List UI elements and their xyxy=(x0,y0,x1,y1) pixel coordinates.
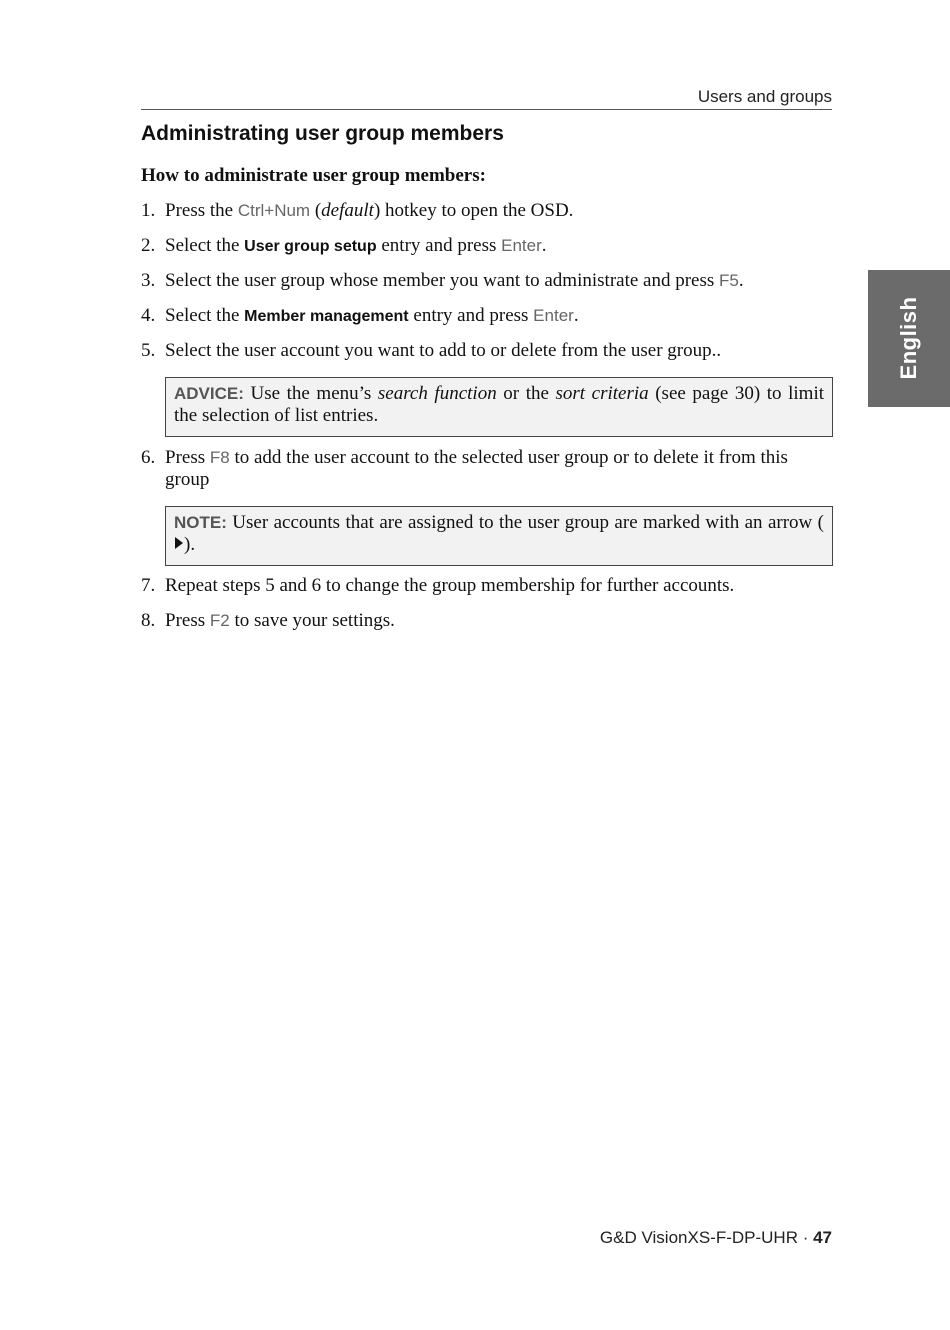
header-rule xyxy=(141,109,832,110)
step-text: Press the Ctrl+Num (default) hotkey to open the OSD. xyxy=(165,200,574,221)
step-number: 4. xyxy=(141,305,156,326)
step-number: 3. xyxy=(141,270,156,291)
right-triangle-arrow-icon xyxy=(175,537,183,549)
section-title: Administrating user group members xyxy=(141,122,504,145)
step-text: Press F2 to save your settings. xyxy=(165,610,395,631)
running-head: Users and groups xyxy=(697,87,832,106)
step-text: Select the user account you want to add to or delete from the user group.. xyxy=(165,340,722,361)
note-label: NOTE: xyxy=(174,513,227,532)
step-number: 2. xyxy=(141,235,156,256)
step-text: Repeat steps 5 and 6 to change the group membership for further accounts. xyxy=(165,575,735,596)
step-7 xyxy=(141,575,833,597)
step-number: 1. xyxy=(141,200,156,221)
step-6 xyxy=(141,447,833,491)
key-f2: F2 xyxy=(209,611,230,630)
step-text: Press F8 to add the user account to the selected user group or to delete it from this group xyxy=(165,447,788,490)
step-text: Select the User group setup entry and press Enter. xyxy=(165,235,547,256)
step-text: Select the Member management entry and press Enter. xyxy=(165,305,579,326)
language-tab xyxy=(868,270,950,407)
step-8 xyxy=(141,610,833,632)
key-enter: Enter xyxy=(501,236,542,255)
footer-product: G&D VisionXS-F-DP-UHR · xyxy=(599,1228,814,1247)
step-text: Select the user group whose member you want to administrate and press F5. xyxy=(165,270,744,291)
key-f8: F8 xyxy=(209,448,230,467)
key-f5: F5 xyxy=(719,271,739,290)
page-footer xyxy=(600,1228,832,1248)
step-5 xyxy=(141,340,833,362)
step-number: 6. xyxy=(141,447,156,468)
menu-user-group-setup: User group setup xyxy=(244,238,377,255)
step-number: 8. xyxy=(141,610,156,631)
hotkey-ctrl-num: Ctrl+Num xyxy=(237,201,311,220)
step-1 xyxy=(141,200,833,222)
note-box: NOTE: User accounts that are assigned to the user group are marked with an arrow (). xyxy=(165,506,833,566)
step-3 xyxy=(141,270,833,292)
advice-box: ADVICE: Use the menu’s search function or the sort criteria (see page 30) to limit the selection of list entries. xyxy=(165,377,833,437)
menu-member-management: Member management xyxy=(244,308,409,325)
key-enter: Enter xyxy=(533,306,574,325)
step-2 xyxy=(141,235,833,258)
howto-heading: How to administrate user group members: xyxy=(141,165,486,186)
step-4 xyxy=(141,305,833,328)
step-number: 5. xyxy=(141,340,156,361)
language-tab-label: English xyxy=(896,296,921,380)
page-number: 47 xyxy=(813,1228,832,1247)
advice-label: ADVICE: xyxy=(174,384,244,403)
step-number: 7. xyxy=(141,575,156,596)
